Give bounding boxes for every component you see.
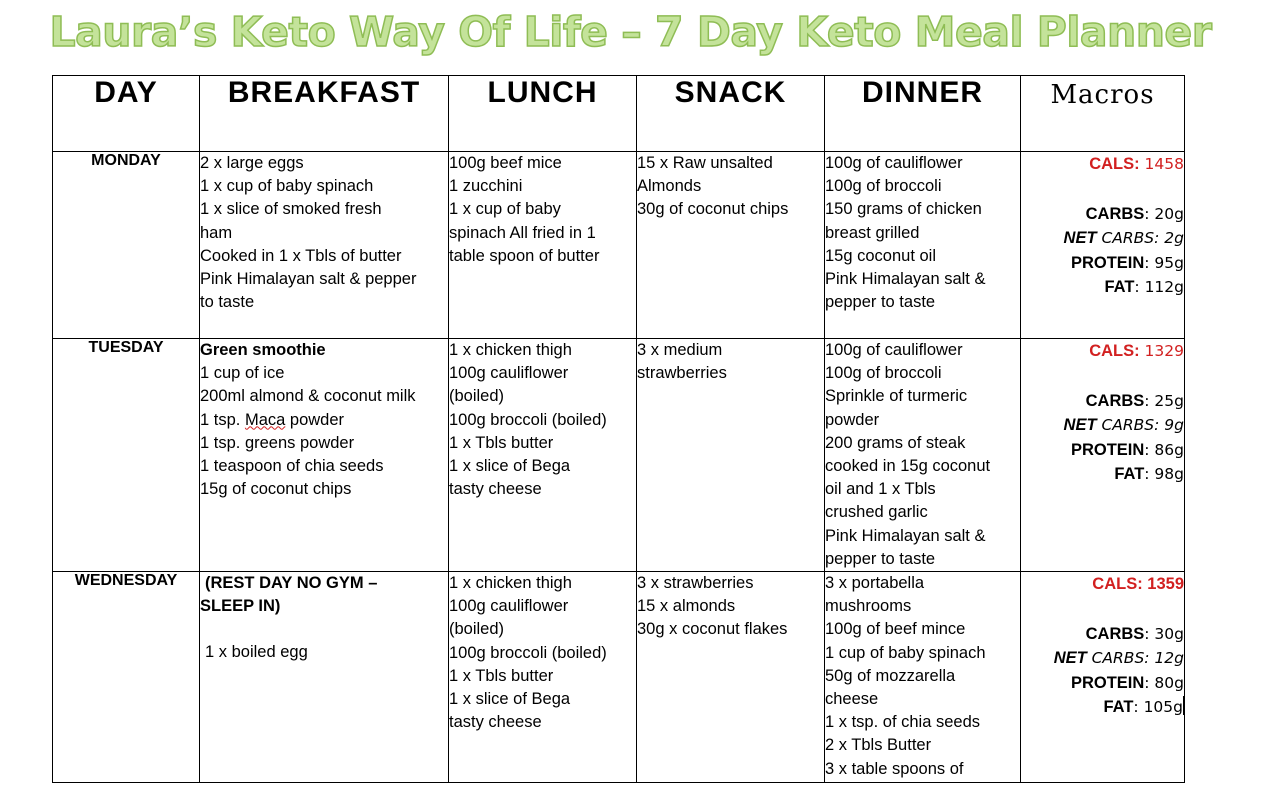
- meal-line: 1 x slice of Bega: [449, 690, 571, 709]
- meal-line: 200 grams of steak: [825, 433, 966, 452]
- protein-line: PROTEIN: 86g: [1070, 440, 1184, 459]
- protein-line: PROTEIN: 80g: [1070, 673, 1184, 692]
- macros-cell[interactable]: [1021, 152, 1185, 339]
- meal-line: 1 x slice of smoked fresh: [200, 200, 382, 219]
- meal-line: Pink Himalayan salt & pepper: [200, 270, 417, 289]
- snack-cell[interactable]: [637, 572, 825, 783]
- meal-line: crushed garlic: [825, 503, 928, 522]
- header-day: DAY: [53, 76, 200, 152]
- meal-line: 3 x portabella: [825, 574, 925, 593]
- meal-line: 100g broccoli (boiled): [449, 410, 607, 429]
- meal-line: 100g beef mice: [449, 154, 562, 172]
- meal-line: pepper to taste: [825, 293, 936, 312]
- meal-line: Pink Himalayan salt &: [825, 270, 986, 289]
- meal-line: 1 x Tbls butter: [449, 433, 554, 452]
- table-row-tuesday: [53, 339, 1185, 572]
- meal-line: 1 x Tbls butter: [449, 666, 554, 685]
- breakfast-cell[interactable]: [200, 152, 449, 339]
- lunch-cell[interactable]: [449, 572, 637, 783]
- fat-line: FAT: 105g: [1103, 698, 1183, 717]
- meal-line: 1 x cup of baby spinach: [200, 177, 374, 196]
- calories-line: CALS: 1458: [1089, 155, 1184, 173]
- header-row: [53, 76, 1185, 152]
- meal-title: Green smoothie: [200, 341, 326, 359]
- carbs-line: CARBS: 25g: [1085, 391, 1184, 410]
- meal-line: 100g of broccoli: [825, 364, 942, 383]
- meal-title: SLEEP IN): [200, 597, 281, 616]
- meal-line: 100g of beef mince: [825, 620, 966, 639]
- calories-line: CALS: 1359: [1092, 575, 1184, 594]
- meal-line: to taste: [200, 293, 255, 312]
- meal-line: 3 x table spoons of: [825, 759, 964, 778]
- meal-line: 3 x strawberries: [637, 574, 754, 593]
- meal-line: 50g of mozzarella: [825, 666, 956, 685]
- meal-line: spinach All fried in 1: [449, 223, 596, 242]
- meal-line: 30g of coconut chips: [637, 200, 789, 219]
- snack-cell[interactable]: [637, 339, 825, 572]
- carbs-line: CARBS: 30g: [1085, 624, 1184, 643]
- dinner-cell[interactable]: [825, 339, 1021, 572]
- meal-line: 1 x slice of Bega: [449, 457, 571, 476]
- header-snack: SNACK: [637, 76, 825, 152]
- meal-line: 1 cup of ice: [200, 364, 285, 383]
- meal-line: 100g of cauliflower: [825, 154, 963, 172]
- macros-cell[interactable]: [1021, 339, 1185, 572]
- meal-line: cheese: [825, 690, 879, 709]
- meal-line: tasty cheese: [449, 713, 542, 732]
- meal-line: 1 x chicken thigh: [449, 341, 572, 359]
- day-cell: TUESDAY: [53, 339, 200, 572]
- meal-line: 100g broccoli (boiled): [449, 643, 607, 662]
- table-row-wednesday: [53, 572, 1185, 783]
- meal-line: 1 teaspoon of chia seeds: [200, 457, 384, 476]
- meal-line: powder: [825, 410, 880, 429]
- meal-line: Almonds: [637, 177, 702, 196]
- macros-cell[interactable]: [1021, 572, 1185, 783]
- meal-line: 100g cauliflower: [449, 597, 569, 616]
- meal-line: 1 tsp. Maca powder: [200, 410, 345, 429]
- lunch-cell[interactable]: [449, 339, 637, 572]
- net-carbs-line: NET CARBS: 12g: [1053, 649, 1184, 668]
- protein-line: PROTEIN: 95g: [1070, 253, 1184, 272]
- meal-line: 1 x cup of baby: [449, 200, 561, 219]
- meal-line: (boiled): [449, 620, 505, 639]
- breakfast-cell[interactable]: [200, 572, 449, 783]
- meal-line: 1 x chicken thigh: [449, 574, 572, 593]
- meal-line: table spoon of butter: [449, 246, 600, 265]
- fat-line: FAT: 112g: [1104, 278, 1184, 296]
- meal-line: 3 x medium: [637, 341, 723, 359]
- meal-line: 1 x tsp. of chia seeds: [825, 713, 981, 732]
- meal-line: tasty cheese: [449, 480, 542, 499]
- header-lunch: LUNCH: [449, 76, 637, 152]
- meal-planner-table: [52, 75, 1185, 783]
- meal-line: 150 grams of chicken: [825, 200, 982, 219]
- meal-line: 100g of cauliflower: [825, 341, 963, 359]
- carbs-line: CARBS: 20g: [1085, 204, 1184, 223]
- calories-line: CALS: 1329: [1089, 342, 1184, 360]
- meal-line: ham: [200, 223, 233, 242]
- dinner-cell[interactable]: [825, 572, 1021, 783]
- fat-line: FAT: 98g: [1114, 465, 1184, 483]
- meal-line: oil and 1 x Tbls: [825, 480, 936, 499]
- meal-line: Pink Himalayan salt &: [825, 526, 986, 545]
- meal-line: mushrooms: [825, 597, 912, 616]
- text-cursor: [1183, 696, 1184, 715]
- header-breakfast: BREAKFAST: [200, 76, 449, 152]
- meal-line: 1 x boiled egg: [205, 643, 308, 662]
- meal-line: 1 tsp. greens powder: [200, 433, 355, 452]
- meal-line: 2 x large eggs: [200, 154, 304, 172]
- page-title: Laura’s Keto Way Of Life – 7 Day Keto Meal Planner: [49, 8, 1212, 56]
- table-row-monday: [53, 152, 1185, 339]
- meal-line: breast grilled: [825, 223, 920, 242]
- meal-line: 1 zucchini: [449, 177, 523, 196]
- meal-line: 15 x almonds: [637, 597, 736, 616]
- spellcheck-word: Maca: [244, 410, 286, 429]
- meal-line: pepper to taste: [825, 549, 936, 568]
- meal-line: 15g coconut oil: [825, 246, 936, 265]
- snack-cell[interactable]: [637, 152, 825, 339]
- meal-line: 15 x Raw unsalted: [637, 154, 773, 172]
- meal-line: Sprinkle of turmeric: [825, 387, 968, 406]
- meal-title: (REST DAY NO GYM –: [205, 574, 378, 593]
- meal-line: 200ml almond & coconut milk: [200, 387, 416, 406]
- meal-line: strawberries: [637, 364, 727, 383]
- net-carbs-line: NET CARBS: 2g: [1063, 229, 1184, 247]
- meal-line: cooked in 15g coconut: [825, 457, 991, 476]
- day-cell: MONDAY: [53, 152, 200, 339]
- breakfast-cell[interactable]: [200, 339, 449, 572]
- meal-line: 30g x coconut flakes: [637, 620, 788, 639]
- meal-line: Cooked in 1 x Tbls of butter: [200, 246, 402, 265]
- meal-line: 2 x Tbls Butter: [825, 736, 932, 755]
- net-carbs-line: NET CARBS: 9g: [1063, 416, 1184, 434]
- header-macros: Macros: [1021, 76, 1185, 152]
- lunch-cell[interactable]: [449, 152, 637, 339]
- meal-line: 100g cauliflower: [449, 364, 569, 383]
- meal-line: 100g of broccoli: [825, 177, 942, 196]
- header-dinner: DINNER: [825, 76, 1021, 152]
- day-cell: WEDNESDAY: [53, 572, 200, 783]
- dinner-cell[interactable]: [825, 152, 1021, 339]
- meal-line: 1 cup of baby spinach: [825, 643, 986, 662]
- meal-line: (boiled): [449, 387, 505, 406]
- meal-line: 15g of coconut chips: [200, 480, 352, 499]
